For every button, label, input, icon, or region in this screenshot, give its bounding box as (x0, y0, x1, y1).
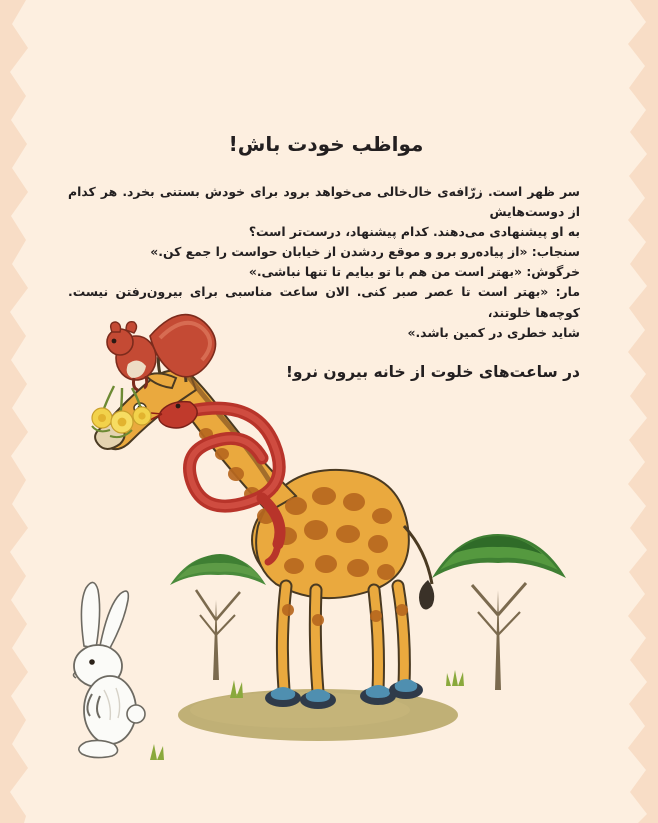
body-line: سنجاب: «از پیاده‌رو برو و موقع ردشدن از خیابان حواست را جمع کن.» (150, 244, 580, 260)
body-line: خرگوش: «بهتر است من هم با تو بیایم تا تنها نباشی.» (248, 264, 580, 280)
savanna-scene-svg (0, 290, 658, 810)
rabbit-foot (79, 740, 118, 757)
rabbit-ear (100, 591, 128, 648)
body-line: سر ظهر است. زرّافه‌ی خال‌خالی می‌خواهد برود برای خودش بستنی بخرد. هر کدام از دوست‌هایش (68, 184, 580, 220)
rabbit-ear (81, 582, 99, 648)
acacia-tree-right-icon (432, 534, 566, 690)
callout-message: در ساعت‌های خلوت از خانه بیرون نرو! (285, 362, 580, 381)
giraffe-illustration (95, 341, 434, 709)
acacia-tree-left-icon (170, 554, 266, 680)
rabbit-illustration (74, 582, 146, 757)
body-line: به او پیشنهادی می‌دهند. کدام پیشنهاد، درست‌تر است؟ (248, 224, 580, 240)
page-title: مواظب خودت باش! (228, 132, 424, 156)
rabbit-tail (127, 705, 145, 723)
illustration-container (0, 290, 658, 810)
squirrel-head (107, 329, 133, 355)
body-line: مار: «بهتر است تا عصر صبر کنی. الان ساعت مناسبی برای بیرون‌رفتن نیست. کوچه‌ها خلوتند، (68, 284, 580, 320)
body-line: شاید خطری در کمین باشد.» (407, 324, 580, 340)
